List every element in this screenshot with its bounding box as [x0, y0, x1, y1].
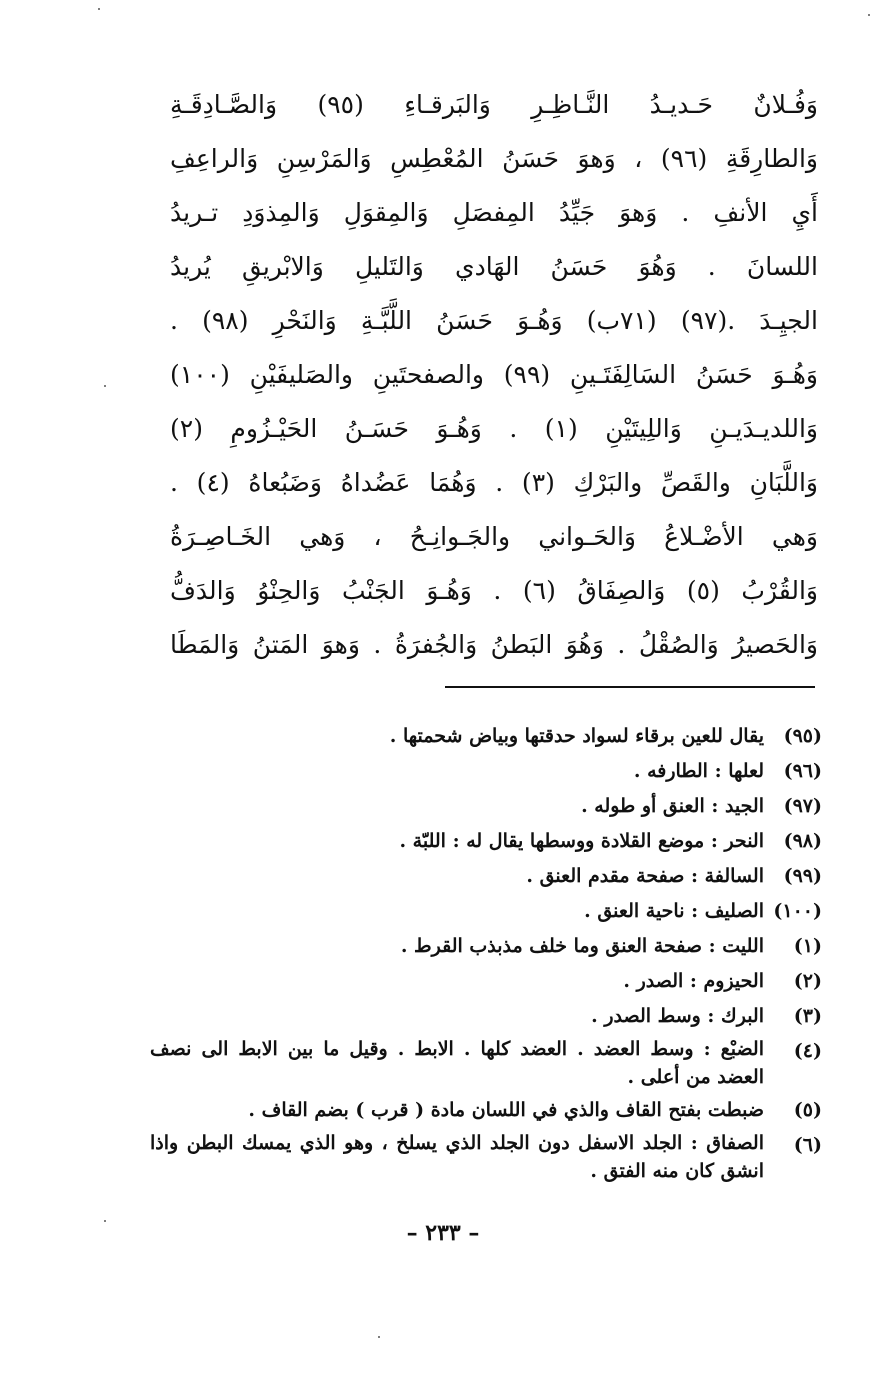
footnote [150, 790, 822, 822]
footnote [150, 755, 822, 787]
footnote [150, 1000, 822, 1032]
main-text-line: وَاللديـدَيـنِ وَاللِيتَيْنِ (١) . وَهُـوَ حَسَـنُ الحَيْـزُومِ (٢) [170, 414, 818, 443]
footnote-number: (٣) [793, 1005, 822, 1027]
footnote-text: ضبطت بفتح القاف والذي في اللسان مادة ( قرب ) بضم القاف . [248, 1099, 764, 1121]
footnote-number: (٩٦) [783, 760, 822, 782]
main-text-line: وَالحَصيرُ وَالصُقْلُ . وَهُوَ البَطنُ وَالجُفرَةُ . وَهوَ المَتنُ وَالمَطَا [170, 630, 818, 659]
footnote [150, 930, 822, 962]
footnote-number: (٩٥) [783, 725, 822, 747]
footnote-number: (٦) [793, 1134, 822, 1156]
footnote-text: البرك : وسط الصدر . [591, 1005, 764, 1027]
main-text-line: وَهُـوَ حَسَنُ السَالِفَتَـينِ (٩٩) والصفحتَينِ والصَليفَيْنِ (١٠٠) [170, 360, 818, 389]
main-text-line: وَالطارِقَةِ (٩٦) ، وَهوَ حَسَنُ المُعْطِسِ وَالمَرْسِنِ وَالراعِفِ [170, 144, 818, 173]
main-text-line: وَاللَّبَانِ والقَصِّ والبَرْكِ (٣) . وَهُمَا عَضُداهُ وَضَبُعاهُ (٤) . [170, 468, 818, 497]
main-text-line: الجيِـدَ .(٩٧) (٧١ب) وَهُـوَ حَسَنُ اللَّبَّـةِ وَالنَحْرِ (٩٨) . [170, 306, 818, 335]
footnote-text: الحيزوم : الصدر . [623, 970, 764, 992]
footnote-text: الجيد : العنق أو طوله . [581, 795, 764, 817]
footnote-text: السالفة : صفحة مقدم العنق . [526, 865, 764, 887]
footnote [150, 825, 822, 857]
footnote-number: (٩٩) [783, 865, 822, 887]
page-number: – ٢٣٣ – [406, 1220, 480, 1246]
footnote-number: (٩٧) [783, 795, 822, 817]
footnote-text: لعلها : الطارفه . [633, 760, 764, 782]
scan-speck [104, 1220, 106, 1222]
footnote [150, 1035, 822, 1091]
footnote-text: الصليف : ناحية العنق . [584, 900, 764, 922]
footnote-divider [445, 686, 815, 688]
scan-speck [378, 1336, 380, 1338]
footnote [150, 860, 822, 892]
footnotes [150, 720, 822, 1188]
footnote [150, 1094, 822, 1126]
footnote [150, 965, 822, 997]
footnote-number: (٢) [793, 970, 822, 992]
footnote-number: (٩٨) [783, 830, 822, 852]
main-text [170, 78, 818, 672]
footnote-number: (٥) [793, 1099, 822, 1121]
footnote [150, 895, 822, 927]
footnote [150, 720, 822, 752]
scan-speck [98, 8, 100, 10]
main-text-line: أَيِ الأنفِ . وَهوَ جَيِّدُ المِفصَلِ وَالمِقوَلِ وَالمِذوَدِ تـريدُ [170, 198, 818, 227]
main-text-line: اللسانَ . وَهُوَ حَسَنُ الهَادي وَالتَليلِ وَالابْريقِ يُريدُ [170, 252, 818, 281]
footnote [150, 1129, 822, 1185]
footnote-text: يقال للعين برقاء لسواد حدقتها وبياض شحمتها . [389, 725, 764, 747]
footnote-text: الليت : صفحة العنق وما خلف مذبذب القرط . [400, 935, 764, 957]
main-text-line: وَهي الأضْـلاعُ وَالحَـواني والجَـوانِـحُ ، وَهي الخَـاصِـرَةُ [170, 522, 818, 551]
footnote-text: الضبْع : وسط العضد . العضد كلها . الابط . وقيل ما بين الابط الى نصف العضد من أعلى . [150, 1038, 764, 1088]
scan-speck [868, 14, 870, 16]
footnote-text: الصفاق : الجلد الاسفل دون الجلد الذي يسلخ ، وهو الذي يمسك البطن واذا انشق كان منه الفتق . [150, 1132, 764, 1182]
footnote-text: النحر : موضع القلادة ووسطها يقال له : اللبّة . [399, 830, 764, 852]
scan-speck [104, 385, 106, 387]
footnote-number: (١٠٠) [773, 900, 822, 922]
footnote-number: (١) [793, 935, 822, 957]
main-text-line: وَفُـلانٌ حَـديـدُ النَّـاظِـرِ وَالبَرقـاءِ (٩٥) وَالصَّـادِقَـةِ [170, 90, 818, 119]
main-text-line: وَالقُرْبُ (٥) وَالصِفَاقُ (٦) . وَهُـوَ الجَنْبُ وَالحِنْوُ وَالدَفُّ [170, 576, 818, 605]
footnote-number: (٤) [793, 1040, 822, 1062]
